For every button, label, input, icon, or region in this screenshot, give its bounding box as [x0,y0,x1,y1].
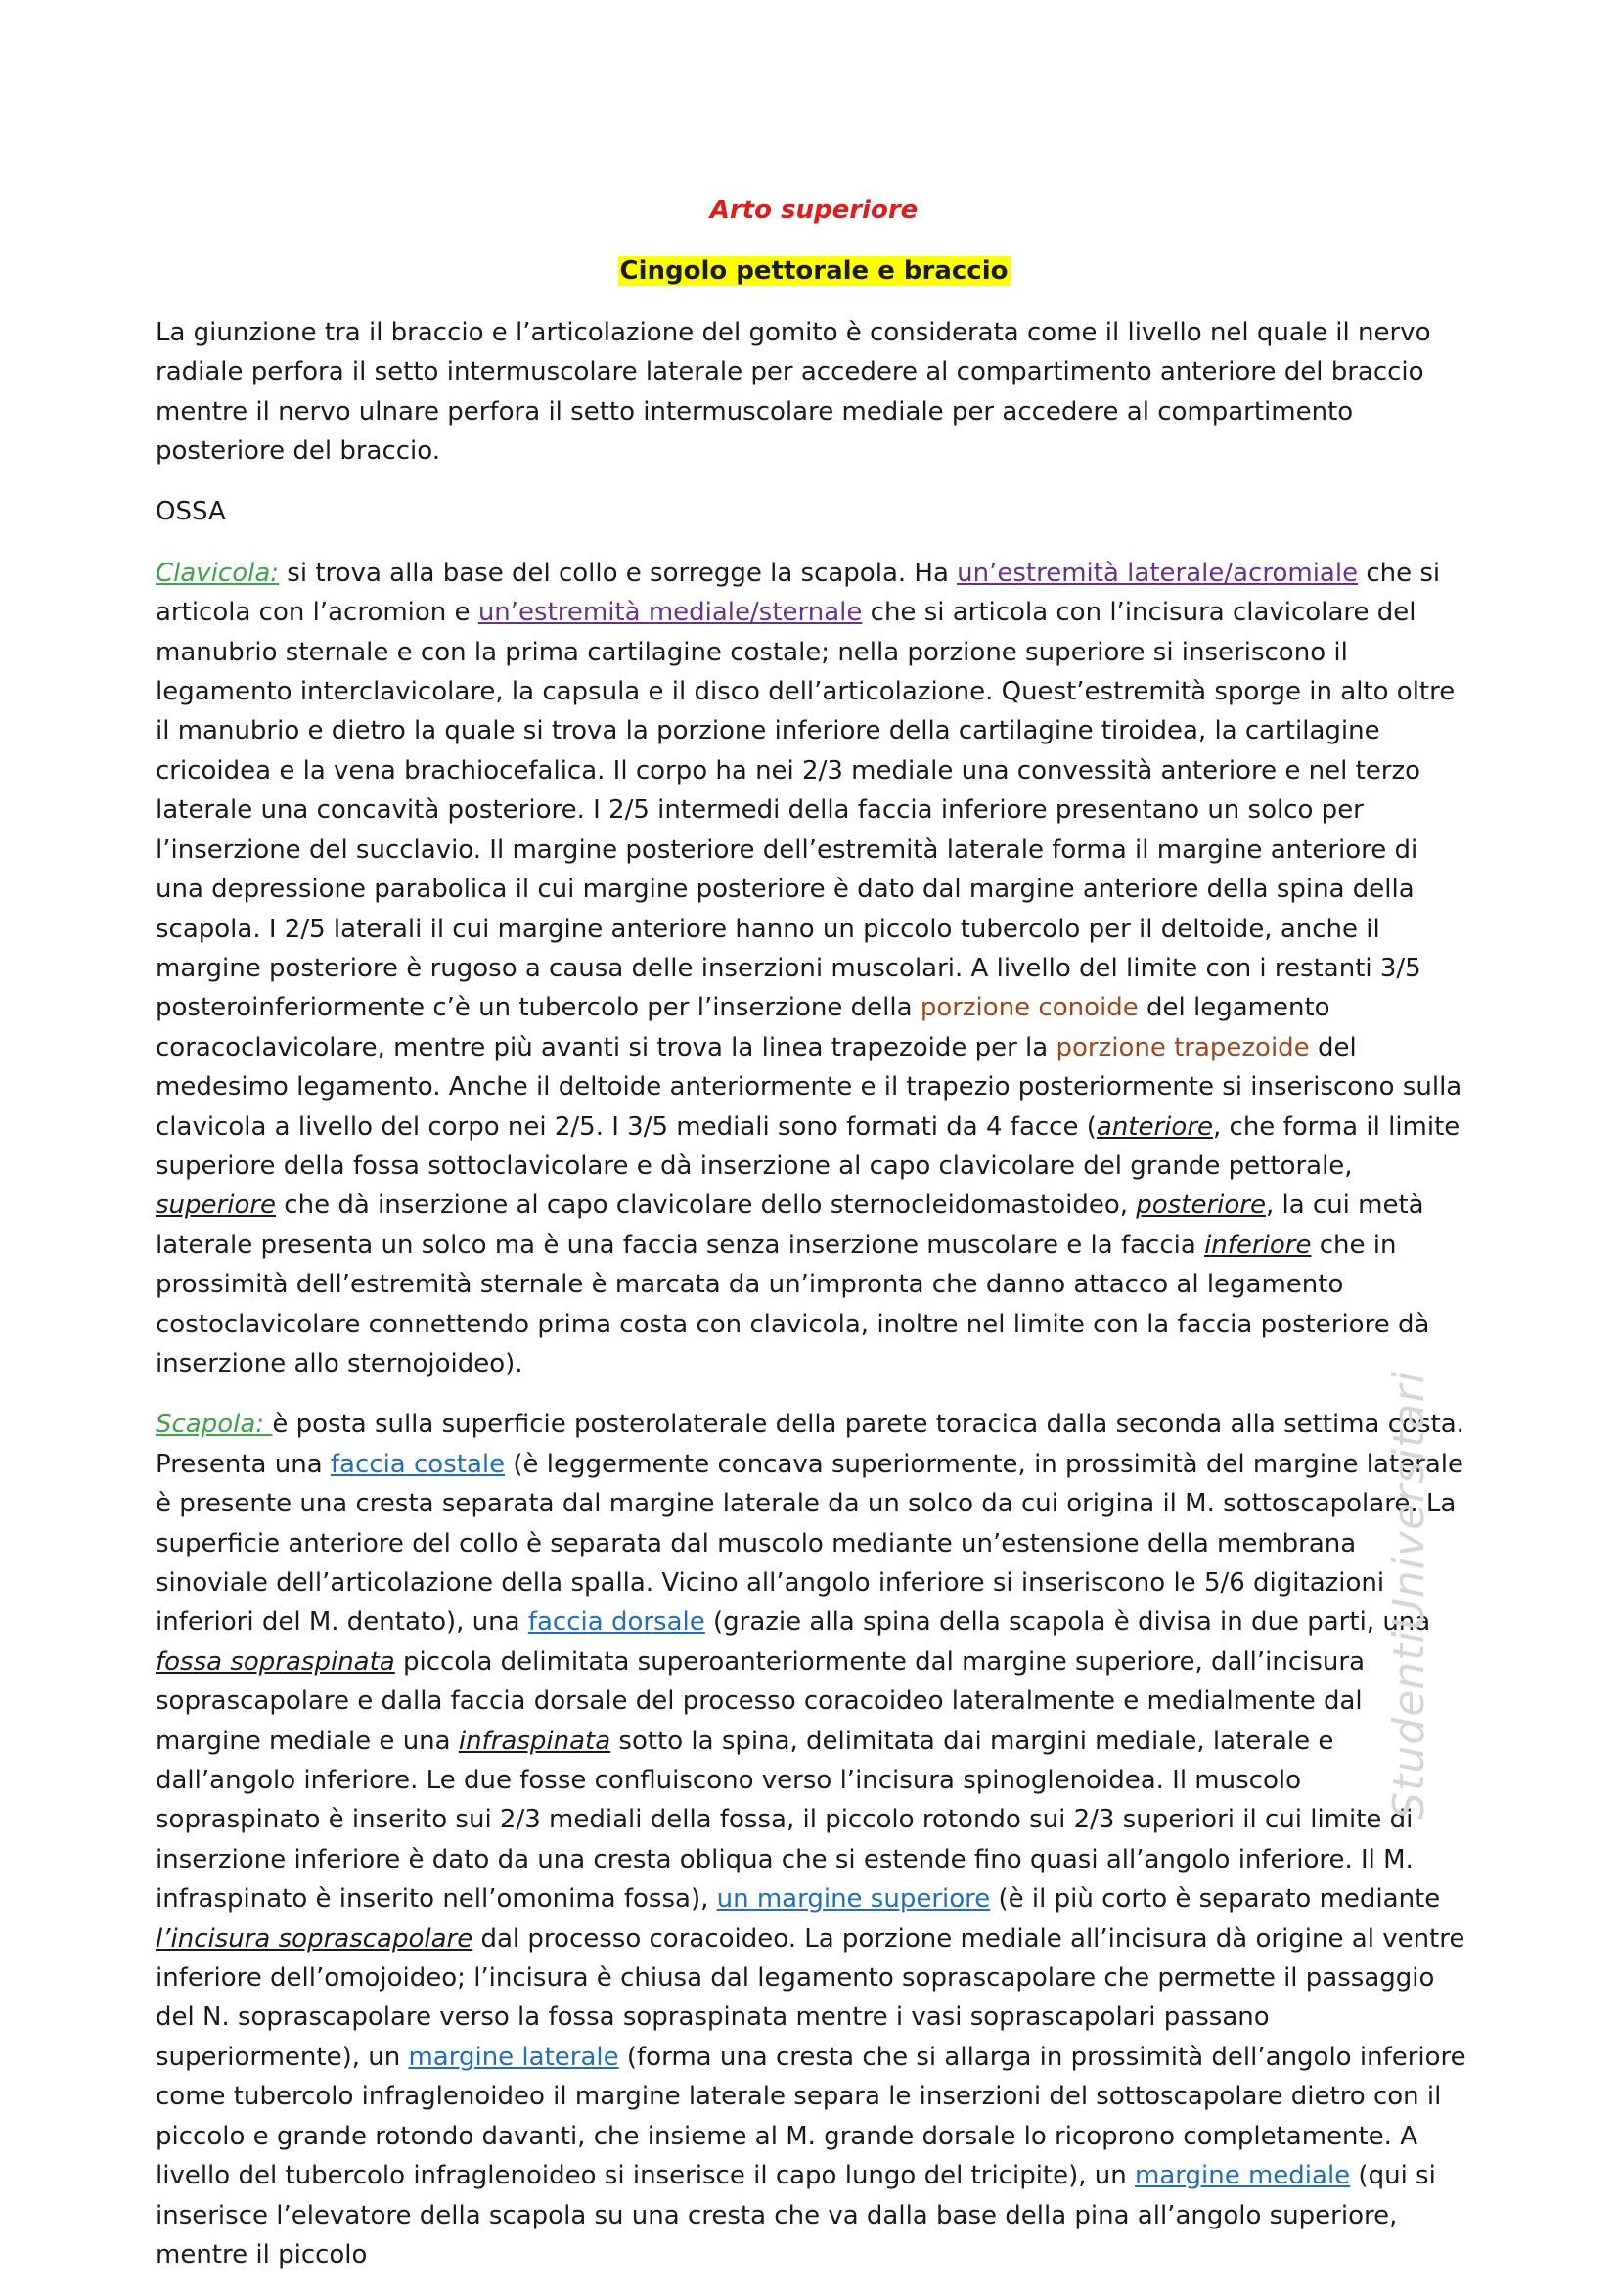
keyword-porzione-conoide: porzione conoide [920,993,1139,1023]
keyword-porzione-trapezoide: porzione trapezoide [1056,1032,1310,1062]
keyword-estremita-mediale: un’estremità mediale/sternale [477,598,863,628]
text-run: , la cui metà laterale presenta un solco ma è una faccia senza inserzione muscolare e la faccia [156,1191,1424,1260]
scapola-paragraph [156,1405,1472,2274]
intro-paragraph: La giunzione tra il braccio e l’articolazione del gomito è considerata come il livello nel quale il nervo radiale perfora il setto intermuscolare laterale per accedere al compartimento anteriore del braccio mentre il nervo ulnare perfora il setto intermuscolare mediale per accedere al compartimento posteriore del braccio. [156,317,1431,467]
document-page [156,191,1472,2296]
keyword-superiore: superiore [156,1191,277,1221]
keyword-estremita-laterale: un’estremità laterale/acromiale [957,558,1359,588]
text-run: (qui si inserisce l’elevatore della scapola su una cresta che va dalla base della pina all’angolo superiore, mentre il piccolo [156,2161,1436,2270]
keyword-faccia-costale: faccia costale [330,1449,506,1479]
watermark [1379,1193,1438,1996]
keyword-infraspinata: infraspinata [458,1726,611,1756]
text-run: piccola delimitata superoanteriormente dal margine superiore, dall’incisura soprascapolare e dalla faccia dorsale del processo coracoideo lateralmente e medialmente dal margine mediale e una [156,1646,1366,1756]
keyword-faccia-dorsale: faccia dorsale [527,1607,705,1638]
text-run: si trova alla base del collo e sorregge la scapola. Ha [279,558,958,588]
text-run: che si articola con l’incisura clavicolare del manubrio sternale e con la prima cartilagine costale; nella porzione superiore si inseriscono il legamento interclavicolare, la capsula e il disco dell’articolazione. Quest’estremità sporge in alto oltre il manubrio e dietro la quale si trova la porzione inferiore della cartilagine tiroidea, la cartilagine cricoidea e la vena brachiocefalica. Il corpo ha nei 2/3 mediale una convessità anteriore e nel terzo laterale una concavità posteriore. I 2/5 intermedi della faccia inferiore presentano un solco per l’inserzione del succlavio. Il margine posteriore dell’estremità laterale forma il margine anteriore di una depressione parabolica il cui margine posteriore è dato dal margine anteriore della spina della scapola. I 2/5 laterali il cui margine anteriore hanno un piccolo tubercolo per il deltoide, anche il margine posteriore è rugoso a causa delle inserzioni muscolari. A livello del limite con i restanti 3/5 posteroinferiormente c’è un tubercolo per l’inserzione della [156,598,1456,1023]
text-run: del medesimo legamento. Anche il deltoide anteriormente e il trapezio posteriormente si inseriscono sulla clavicola a livello del corpo nei 2/5. I 3/5 mediali sono formati da 4 facce ( [156,1032,1462,1142]
text-run: che si articola con l’acromion e [156,558,1441,628]
clavicola-paragraph [156,554,1472,1384]
text-run: che in prossimità dell’estremità sternale è marcata da un’impronta che danno attacco al legamento costoclavicolare connettendo prima costa con clavicola, inoltre nel limite con la faccia posteriore dà inserzione allo sternojoideo). [156,1230,1430,1378]
keyword-anteriore: anteriore [1096,1111,1213,1142]
keyword-margine-mediale: margine mediale [1135,2161,1351,2191]
keyword-margine-laterale: margine laterale [408,2042,619,2072]
clavicola-label: Clavicola: [156,558,280,588]
text-run: (grazie alla spina della scapola è divisa in due parti, una [704,1607,1431,1638]
section-heading-ossa: OSSA [156,497,226,527]
document-subtitle [156,251,1472,291]
keyword-posteriore: posteriore [1136,1191,1266,1221]
keyword-inferiore: inferiore [1204,1230,1312,1260]
scapola-label: Scapola: [156,1410,273,1440]
text-run: che dà inserzione al capo clavicolare dello sternocleidomastoideo, [276,1191,1137,1221]
text-run: , che forma il limite superiore della fossa sottoclavicolare e dà inserzione al capo clavicolare del grande pettorale, [156,1111,1461,1181]
document-title: Arto superiore [709,196,919,225]
text-run: del legamento coracoclavicolare, mentre più avanti si trova la linea trapezoide per la [156,993,1330,1062]
text-run: sotto la spina, delimitata dai margini mediale, laterale e dall’angolo inferiore. Le due fosse confluiscono verso l’incisura spinoglenoidea. Il muscolo sopraspinato è inserito sui 2/3 mediali della fossa, il piccolo rotondo sui 2/3 superiori il cui limite di inserzione inferiore è dato da una cresta obliqua che si estende fino quasi all’angolo inferiore. Il M. infraspinato è inserito nell’omonima fossa), [156,1726,1414,1914]
text-run: dal processo coracoideo. La porzione mediale all’incisura dà origine al ventre inferiore dell’omojoideo; l’incisura è chiusa dal legamento soprascapolare che permette il passaggio del N. soprascapolare verso la fossa sopraspinata mentre i vasi soprascapolari passano superiormente), un [156,1923,1465,2072]
keyword-fossa-sopraspinata: fossa sopraspinata [156,1646,395,1677]
highlighted-subtitle: Cingolo pettorale e braccio [619,256,1009,287]
text-run: (forma una cresta che si allarga in prossimità dell’angolo inferiore come tubercolo infraglenoideo il margine laterale separa le inserzioni del sottoscapolare dietro con il piccolo e grande rotondo davanti, che insieme al M. grande dorsale lo ricoprono completamente. A livello del tubercolo infraglenoideo si inserisce il capo lungo del tricipite), un [156,2042,1466,2191]
keyword-margine-superiore: un margine superiore [716,1884,991,1914]
watermark-text: StudentiUniversitari [1383,1370,1434,1820]
text-run: è posta sulla superficie posterolaterale della parete toracica dalla seconda alla settima costa. Presenta una [156,1410,1464,1479]
text-run: (è il più corto è separato mediante [990,1884,1441,1914]
keyword-incisura-soprascapolare: l’incisura soprascapolare [156,1923,473,1954]
text-run: (è leggermente concava superiormente, in prossimità del margine laterale è presente una cresta separata dal margine laterale da un solco da cui origina il M. sottoscapolare. La superficie anteriore del collo è separata dal muscolo mediante un’estensione della membrana sinoviale dell’articolazione della spalla. Vicino all’angolo inferiore si inseriscono le 5/6 digitazioni inferiori del M. dentato), una [156,1449,1463,1638]
